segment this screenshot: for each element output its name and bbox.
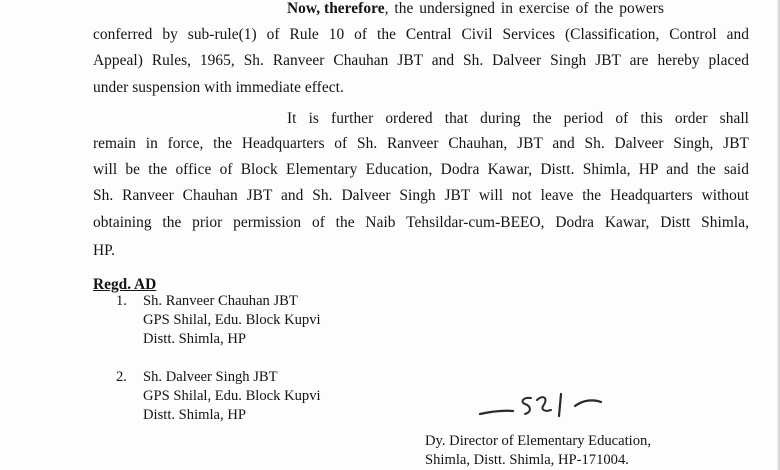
recipient-2-number: 2. [116,369,127,385]
para1-line1 [287,0,664,18]
recipient-1-school: GPS Shilal, Edu. Block Kupvi [143,312,321,328]
regd-ad-heading: Regd. AD [93,276,157,293]
recipient-2-district: Distt. Shimla, HP [143,407,246,423]
signatory-address: Shimla, Distt. Shimla, HP-171004. [425,452,629,468]
recipient-2-school: GPS Shilal, Edu. Block Kupvi [143,388,321,404]
recipient-1-name: Sh. Ranveer Chauhan JBT [143,293,298,309]
handwritten-signature [475,386,615,426]
para1-line2: conferred by sub-rule(1) of Rule 10 of the Central Civil Services (Classification, Control and [93,26,749,43]
para1-line1-rest: , the undersigned in exercise of the powers [384,0,664,17]
para2-line3: will be the office of Block Elementary Education, Dodra Kawar, Distt. Shimla, HP and the said [93,161,749,178]
para2-line2: remain in force, the Headquarters of Sh. Ranveer Chauhan, JBT and Sh. Dalveer Singh, JBT [93,135,749,152]
para2-line1: It is further ordered that during the period of this order shall [287,110,749,127]
recipient-2-name: Sh. Dalveer Singh JBT [143,369,278,385]
recipient-1-district: Distt. Shimla, HP [143,331,246,347]
para1-lead: Now, therefore [287,0,385,17]
para1-line4: under suspension with immediate effect. [93,79,344,96]
para1-line3: Appeal) Rules, 1965, Sh. Ranveer Chauhan JBT and Sh. Dalveer Singh JBT are hereby placed [93,52,749,69]
recipient-1-number: 1. [116,293,127,309]
para2-line6: HP. [93,242,115,259]
para2-line4: Sh. Ranveer Chauhan JBT and Sh. Dalveer Singh JBT will not leave the Headquarters without [93,187,749,204]
para2-line5: obtaining the prior permission of the Naib Tehsildar-cum-BEEO, Dodra Kawar, Distt Shimla, [93,214,749,231]
signatory-designation: Dy. Director of Elementary Education, [425,433,651,449]
